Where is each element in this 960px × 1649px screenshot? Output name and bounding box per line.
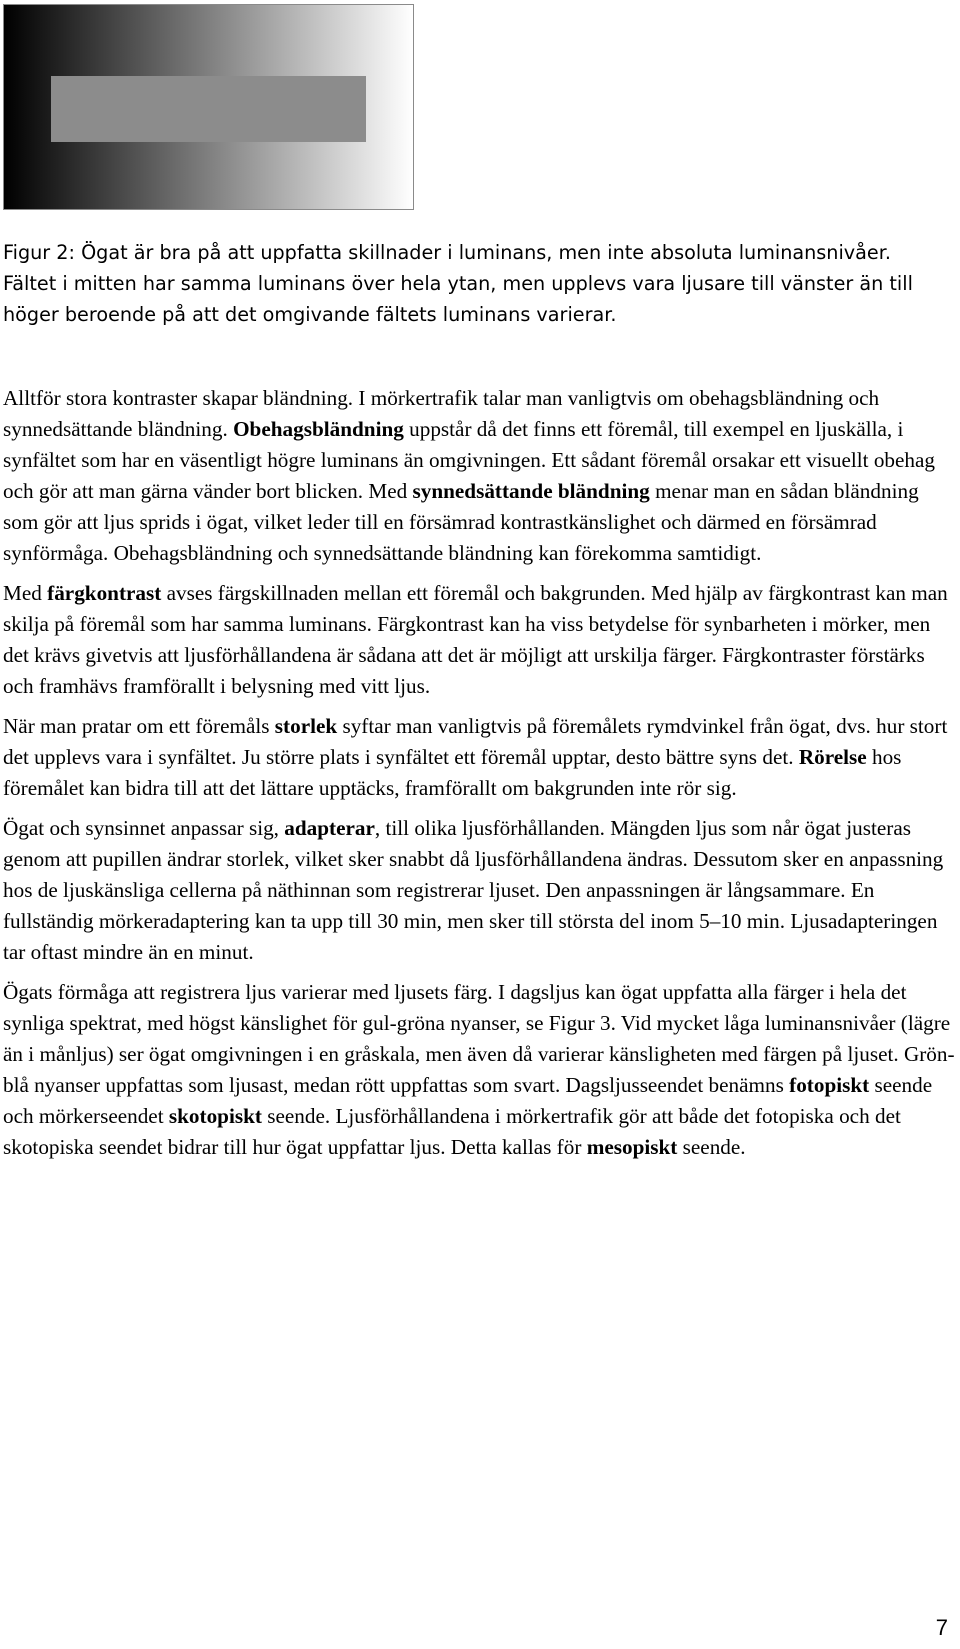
text-segment: avses färgskillnaden mellan ett föremål och bakgrunden. Med hjälp av färgkontrast kan man skilja på föremål som har samma luminans. Färgkontrast kan ha viss betydelse för synbarheten i mörker, men det krävs givetvis att ljusförhållandena är sådana att det är möjligt att urskilja färger. Färgkontraster förstärks och framhävs framförallt i belysning med vitt ljus. <box>3 581 948 698</box>
bold-term: Rörelse <box>798 745 867 769</box>
bold-term: adapterar <box>284 816 375 840</box>
paragraph <box>3 711 958 804</box>
figure-caption: Figur 2: Ögat är bra på att uppfatta skillnader i luminans, men inte absoluta luminansnivåer. Fältet i mitten har samma luminans över hela ytan, men upplevs vara ljusare till vänster än till höger beroende på att det omgivande fältets luminans varierar. <box>3 241 913 326</box>
text-segment: hos föremålet kan bidra till att det lättare upptäcks, framförallt om bakgrunden inte rör sig. <box>3 745 902 800</box>
text-segment: syftar man vanligtvis på föremålets rymdvinkel från ögat, dvs. hur stort det upplevs vara i synfältet. Ju större plats i synfältet ett föremål upptar, desto bättre syns det. <box>3 714 948 769</box>
bold-term: synnedsättande bländning <box>412 479 650 503</box>
text-segment: seende. Ljusförhållandena i mörkertrafik gör att både det fotopiska och det skotopiska seendet bidrar till hur ögat uppfattar ljus. Detta kallas för <box>3 1104 901 1159</box>
text-segment: Ögats förmåga att registrera ljus varierar med ljusets färg. I dagsljus kan ögat uppfatta alla färger i hela det synliga spektrat, med högst känslighet för gul-gröna nyanser, se Figur 3. Vid mycket låga luminansnivåer (lägre än i månljus) ser ögat omgivningen i en gråskala, men även då varierar känsligheten med färgen på ljuset. Grön-blå nyanser uppfattas som ljusast, medan rött uppfattas som svart. Dagsljusseendet benämns <box>3 980 955 1097</box>
paragraph <box>3 813 958 968</box>
text-segment: uppstår då det finns ett föremål, till exempel en ljuskälla, i synfältet som har en väsentligt högre luminans än omgivningen. Ett sådant föremål orsakar ett visuellt obehag och gör att man gärna vänder bort blicken. Med <box>3 417 936 503</box>
luminance-figure <box>3 4 414 210</box>
body-text <box>3 383 958 1172</box>
text-segment: Med <box>3 581 48 605</box>
bold-term: mesopiskt <box>586 1135 678 1159</box>
text-segment: seende. <box>677 1135 746 1159</box>
uniform-luminance-field <box>51 76 366 142</box>
bold-term: storlek <box>274 714 338 738</box>
bold-term: skotopiskt <box>168 1104 262 1128</box>
paragraph <box>3 383 958 569</box>
page-number: 7 <box>935 1615 948 1640</box>
paragraph <box>3 977 958 1163</box>
text-segment: När man pratar om ett föremåls <box>3 714 275 738</box>
bold-term: färgkontrast <box>47 581 162 605</box>
text-segment: seende och mörkerseendet <box>3 1073 933 1128</box>
text-segment: , till olika ljusförhållanden. Mängden ljus som når ögat justeras genom att pupillen ändrar storlek, vilket sker snabbt då ljusförhållandena ändras. Dessutom sker en anpassning hos de ljuskänsliga cellerna på näthinnan som registrerar ljuset. Den anpassningen är långsammare. En fullständig mörkeradaptering kan ta upp till 30 min, men sker till största del inom 5–10 min. Ljusadapteringen tar oftast mindre än en minut. <box>3 816 944 964</box>
paragraph <box>3 578 958 702</box>
bold-term: Obehagsbländning <box>233 417 404 441</box>
bold-term: fotopiskt <box>789 1073 870 1097</box>
text-segment: Ögat och synsinnet anpassar sig, <box>3 816 285 840</box>
text-segment: menar man en sådan bländning som gör att ljus sprids i ögat, vilket leder till en försämrad kontrastkänslighet och därmed en försämrad synförmåga. Obehagsbländning och synnedsättande bländning kan förekomma samtidigt. <box>3 479 919 565</box>
text-segment: Alltför stora kontraster skapar bländning. I mörkertrafik talar man vanligtvis om obehagsbländning och synnedsättande bländning. <box>3 386 880 441</box>
